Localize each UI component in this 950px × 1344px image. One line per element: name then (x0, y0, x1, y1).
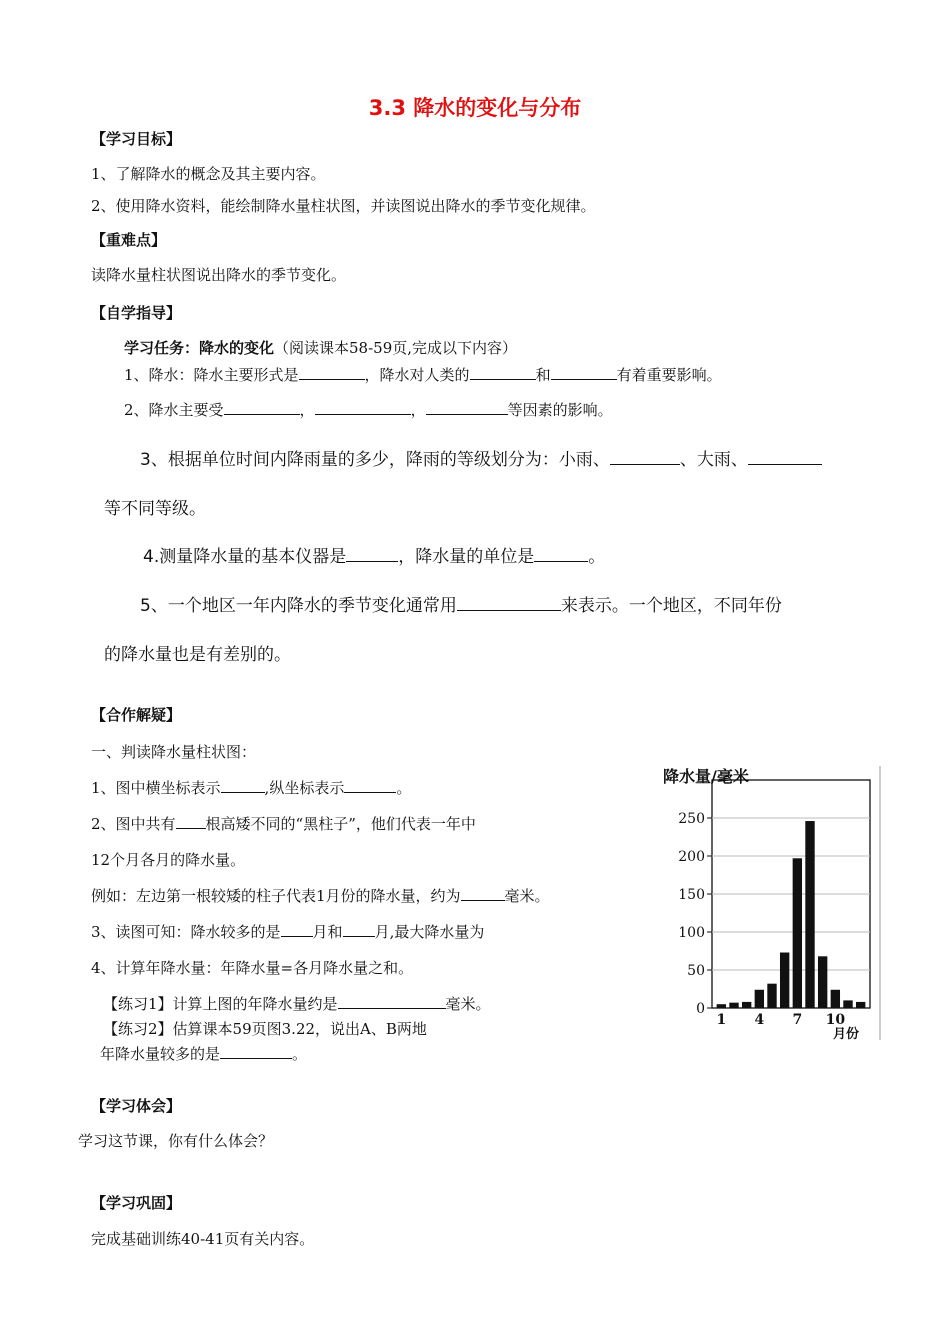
practice-2: 【练习2】估算课本59页图3.22，说出A、B两地 (103, 1020, 427, 1038)
q4-text-b: ，降水量的单位是 (398, 547, 535, 567)
c1-blank-2[interactable] (344, 777, 396, 793)
chart-bar (755, 990, 764, 1008)
q2-blank-3[interactable] (426, 399, 508, 415)
task-note: （阅读课本58-59页,完成以下内容） (274, 339, 518, 357)
c2-text-a: 2、图中共有 (91, 815, 176, 833)
self-question-5 (140, 591, 782, 616)
q1-blank-2[interactable] (470, 364, 536, 380)
q4-blank-1[interactable] (346, 544, 398, 562)
q3-blank-2[interactable] (748, 447, 822, 465)
coop-question-2-cont: 12个月各月的降水量。 (91, 851, 246, 869)
section-heading-consolidate: 【学习巩固】 (91, 1194, 182, 1212)
practice-1 (103, 993, 491, 1014)
chart-y-tick-label: 0 (696, 1001, 705, 1017)
self-task-line (124, 337, 517, 358)
c3-blank-1[interactable] (281, 921, 313, 937)
consolidate-text: 完成基础训练40-41页有关内容。 (91, 1230, 315, 1248)
q4-blank-2[interactable] (534, 544, 588, 562)
c1-text-b: ,纵坐标表示 (264, 779, 345, 797)
q2-text-b: ， (299, 401, 315, 419)
c1-text-a: 1、图中横坐标表示 (91, 779, 221, 797)
self-question-3-cont: 等不同等级。 (104, 499, 206, 519)
coop-question-4: 4、计算年降水量：年降水量=各月降水量之和。 (91, 959, 414, 977)
q2-text-d: 等因素的影响。 (507, 401, 613, 419)
c3-text-c: 月,最大降水量为 (374, 923, 485, 941)
q1-text-a: 1、降水：降水主要形式是 (124, 366, 299, 384)
coop-question-1 (91, 777, 411, 798)
q5-blank-1[interactable] (457, 593, 561, 611)
chart-bar (793, 858, 802, 1008)
chart-y-tick-label: 100 (678, 925, 705, 941)
q2-text-c: ， (410, 401, 426, 419)
section-heading-goals: 【学习目标】 (91, 130, 182, 148)
q2-blank-1[interactable] (224, 399, 300, 415)
section-heading-coop: 【合作解疑】 (91, 706, 182, 724)
q1-text-c: 和 (535, 366, 551, 384)
q3-text-a: 3、根据单位时间内降雨量的多少，降雨的等级划分为：小雨、 (140, 450, 610, 470)
key-text: 读降水量柱状图说出降水的季节变化。 (91, 266, 347, 284)
chart-bar (780, 953, 789, 1008)
q5-text-a: 5、一个地区一年内降水的季节变化通常用 (140, 596, 457, 616)
page-title: 3.3 降水的变化与分布 (368, 96, 582, 120)
c2-blank-1[interactable] (176, 813, 206, 829)
q1-text-d: 有着重要影响。 (616, 366, 722, 384)
c2-text-b: 根高矮不同的“黑柱子”，他们代表一年中 (205, 815, 476, 833)
q3-blank-1[interactable] (610, 447, 680, 465)
self-question-5-cont: 的降水量也是有差别的。 (104, 645, 291, 665)
chart-y-tick-label: 200 (678, 849, 705, 865)
self-question-2 (124, 399, 613, 420)
coop-question-2 (91, 813, 476, 834)
q2-blank-2[interactable] (315, 399, 411, 415)
q3-text-b: 、大雨、 (679, 450, 748, 470)
q5-text-b: 来表示。一个地区，不同年份 (560, 596, 782, 616)
chart-bar (717, 1004, 726, 1008)
chart-y-tick-label: 150 (678, 887, 705, 903)
chart-bar (831, 990, 840, 1008)
p1-text-b: 毫米。 (445, 995, 491, 1013)
q1-text-b: ，降水对人类的 (364, 366, 470, 384)
precipitation-chart (660, 762, 882, 1042)
self-question-4 (143, 542, 605, 567)
ex-text-b: 毫米。 (504, 887, 550, 905)
coop-question-3 (91, 921, 484, 942)
chart-title: 降水量/毫米 (663, 767, 749, 786)
chart-svg (660, 762, 882, 1042)
chart-bar (729, 1003, 738, 1008)
task-label: 学习任务：降水的变化 (124, 339, 275, 357)
p2-blank-1[interactable] (220, 1043, 292, 1059)
q1-blank-1[interactable] (299, 364, 365, 380)
p2-text-c: 。 (292, 1045, 308, 1063)
chart-bar (818, 956, 827, 1008)
p2-text-b: 年降水量较多的是 (100, 1045, 221, 1063)
c3-text-a: 3、读图可知：降水较多的是 (91, 923, 281, 941)
coop-intro: 一、判读降水量柱状图： (91, 743, 257, 761)
ex-blank-1[interactable] (461, 885, 505, 901)
p1-blank-1[interactable] (338, 993, 446, 1009)
self-question-1 (124, 364, 722, 385)
ex-text-a: 例如：左边第一根较矮的柱子代表1月份的降水量，约为 (91, 887, 461, 905)
chart-x-tick-label: 4 (754, 1012, 765, 1028)
c3-blank-2[interactable] (343, 921, 375, 937)
section-heading-self: 【自学指导】 (91, 304, 182, 322)
chart-x-axis-label: 月份 (832, 1027, 860, 1042)
chart-y-tick-label: 50 (687, 963, 705, 979)
p1-text-a: 【练习1】计算上图的年降水量约是 (103, 995, 338, 1013)
practice-2-cont (100, 1043, 307, 1064)
goal-item-2: 2、使用降水资料，能绘制降水量柱状图，并读图说出降水的季节变化规律。 (91, 197, 596, 215)
c1-blank-1[interactable] (221, 777, 265, 793)
c1-text-c: 。 (396, 779, 412, 797)
chart-bar (742, 1002, 751, 1008)
c3-text-b: 月和 (312, 923, 343, 941)
goal-item-1: 1、了解降水的概念及其主要内容。 (91, 165, 326, 183)
reflect-text: 学习这节课，你有什么体会？ (78, 1132, 274, 1150)
q4-text-c: 。 (588, 547, 606, 567)
chart-bar (843, 1000, 852, 1008)
chart-bar (805, 821, 814, 1008)
section-heading-reflect: 【学习体会】 (91, 1097, 182, 1115)
chart-x-tick-label: 7 (792, 1012, 803, 1028)
chart-x-tick-label: 10 (825, 1012, 846, 1028)
chart-bar (856, 1002, 865, 1008)
coop-example (91, 885, 550, 906)
self-question-3 (140, 445, 822, 470)
chart-bar (767, 984, 776, 1008)
q2-text-a: 2、降水主要受 (124, 401, 224, 419)
section-heading-key: 【重难点】 (91, 231, 167, 249)
q1-blank-3[interactable] (551, 364, 617, 380)
chart-y-tick-label: 250 (678, 811, 705, 827)
q4-text-a: 4.测量降水量的基本仪器是 (143, 547, 347, 567)
chart-x-tick-label: 1 (716, 1012, 727, 1028)
